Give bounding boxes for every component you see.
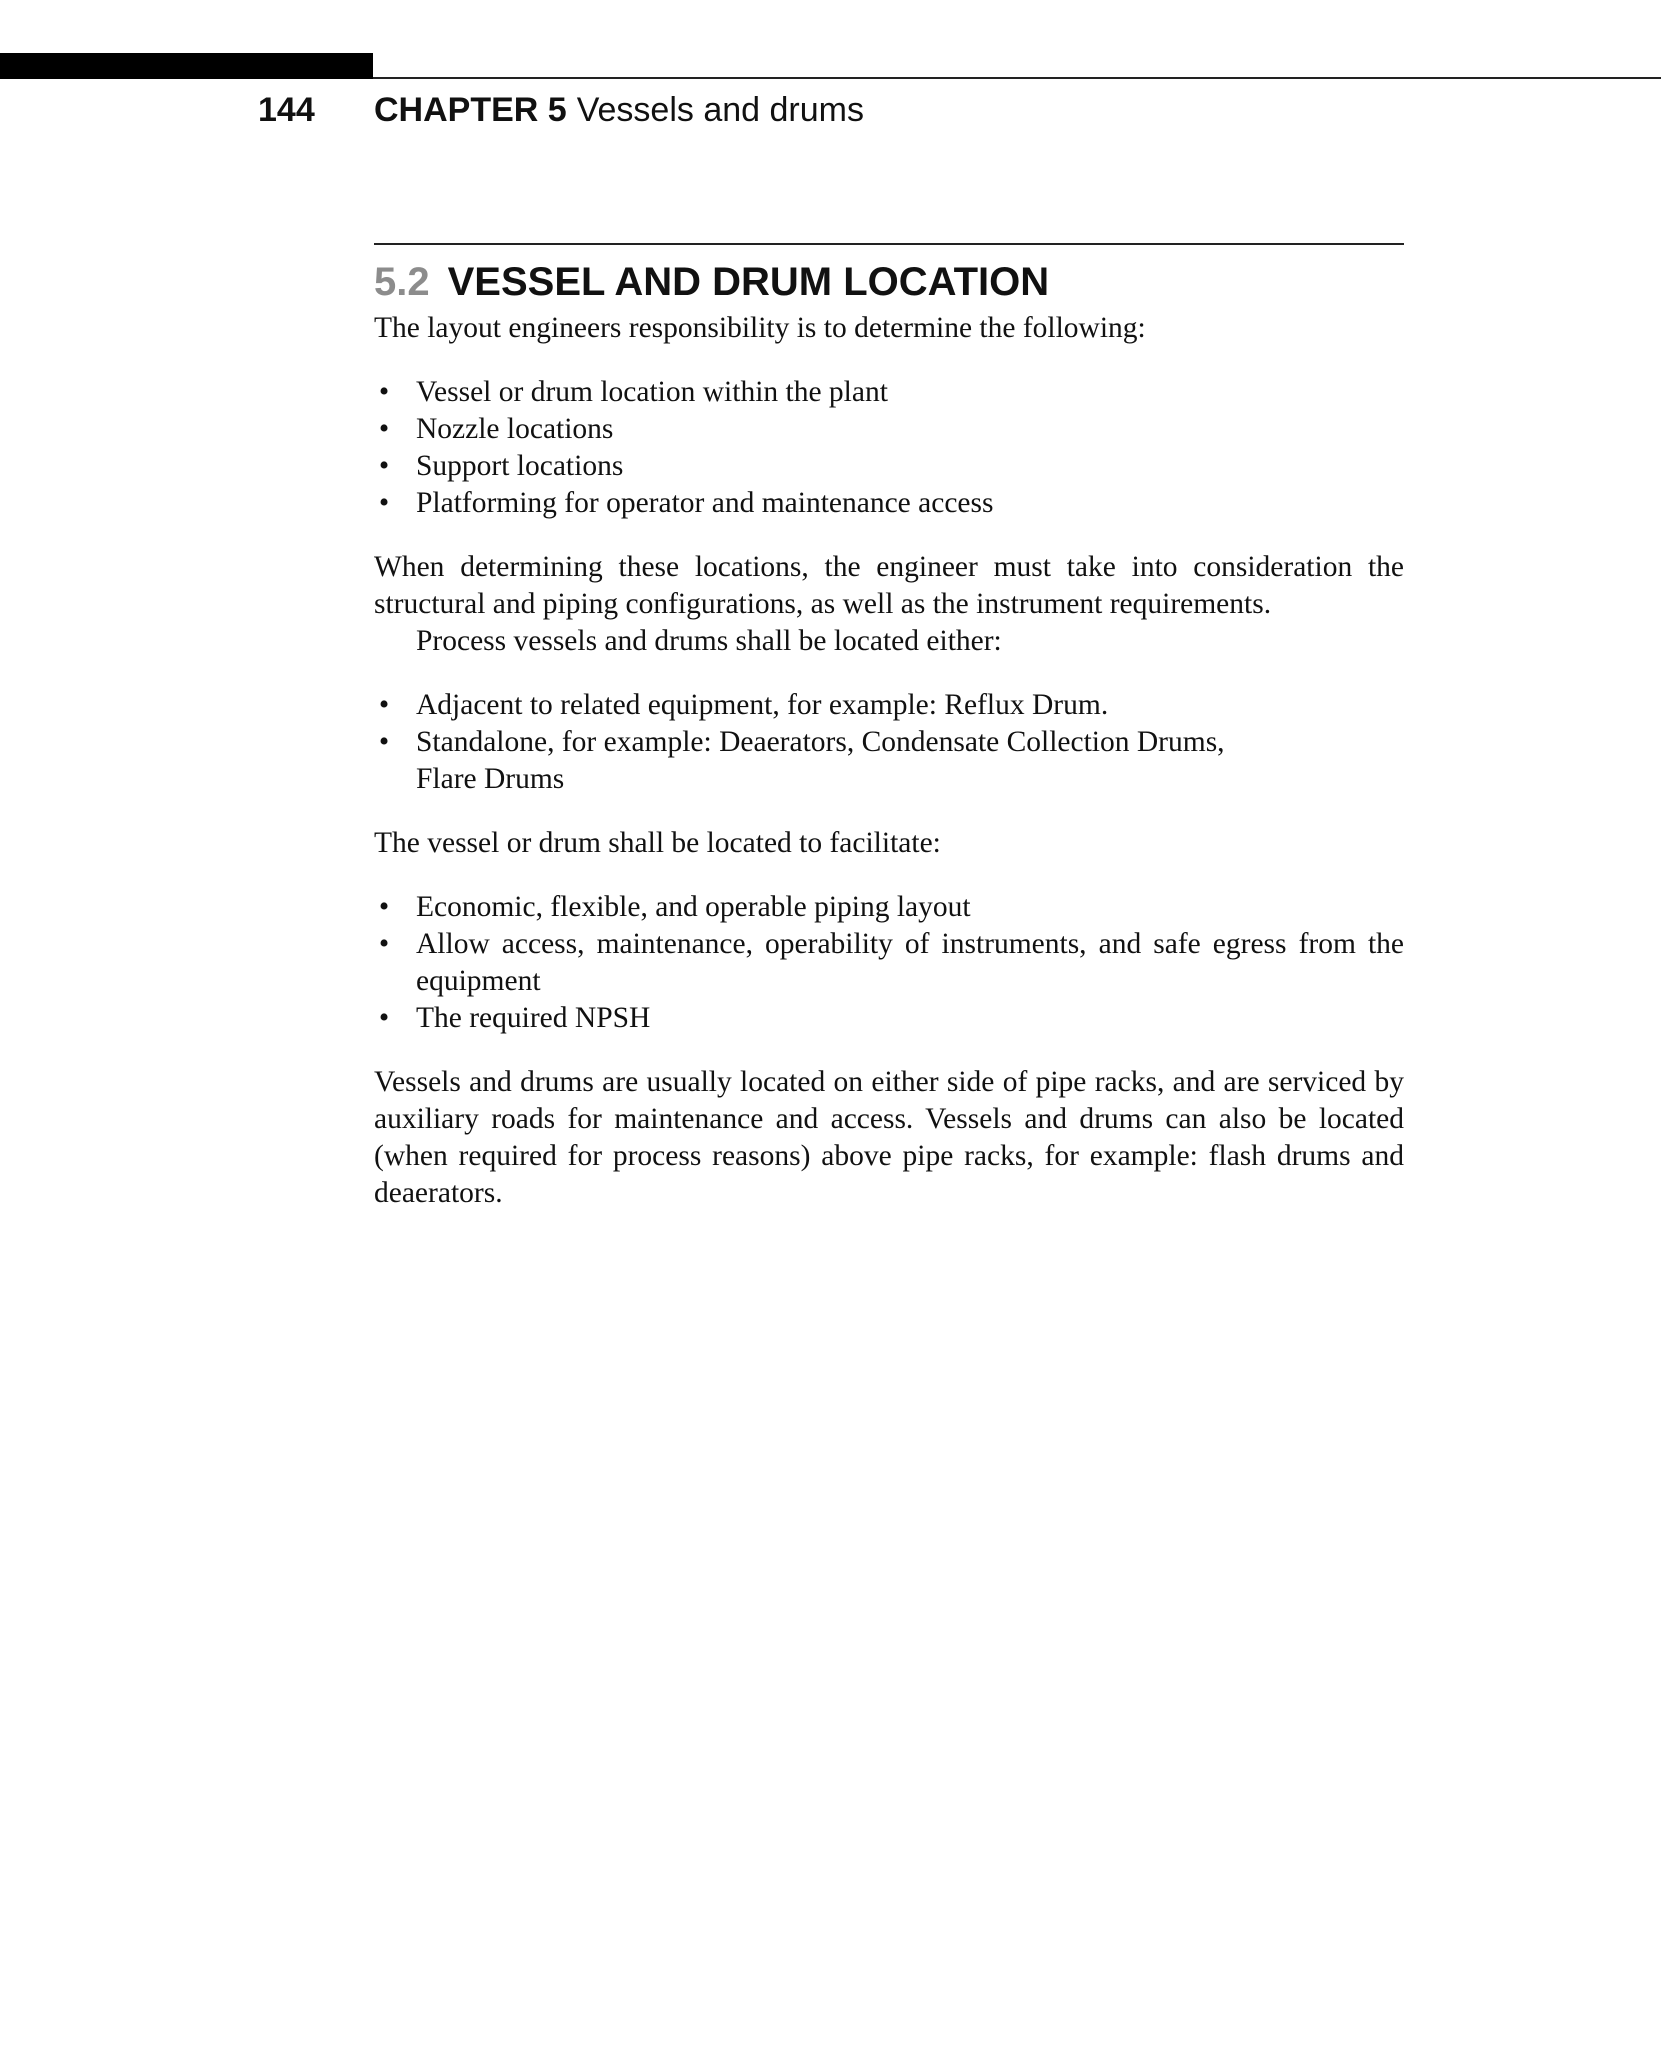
bullet-glyph: • <box>378 413 390 445</box>
facilitate-list <box>374 889 1404 1037</box>
running-head <box>374 88 864 132</box>
header-thick-bar <box>0 53 373 79</box>
main-content <box>374 254 1404 1212</box>
section-rule <box>374 243 1404 245</box>
list-item-text: Nozzle locations <box>416 413 614 445</box>
chapter-label: CHAPTER 5 <box>374 91 567 129</box>
list-item <box>374 374 1404 411</box>
list-item-text: The required NPSH <box>416 1002 651 1034</box>
list-item <box>374 411 1404 448</box>
list-item-text: Vessel or drum location within the plant <box>416 376 888 408</box>
intro-paragraph: The layout engineers responsibility is to determine the following: <box>374 312 1146 344</box>
location-options-list <box>374 687 1404 798</box>
list-item-text: Allow access, maintenance, operability of instruments, and safe egress from the equipment <box>416 928 1404 997</box>
considerations-paragraph: When determining these locations, the engineer must take into consideration the structural and piping configurations, as well as the instrument requirements. <box>374 551 1404 620</box>
bullet-glyph: • <box>378 487 390 519</box>
bullet-glyph: • <box>378 1002 390 1034</box>
list-item <box>374 889 1404 926</box>
list-item-text: Economic, flexible, and operable piping layout <box>416 891 971 923</box>
location-options-paragraph: Process vessels and drums shall be located either: <box>416 625 1002 657</box>
facilitate-paragraph: The vessel or drum shall be located to facilitate: <box>374 827 941 859</box>
bullet-glyph: • <box>378 891 390 923</box>
list-item <box>374 1000 1404 1037</box>
list-item <box>374 485 1404 522</box>
header-rule <box>373 77 1661 79</box>
list-item-text: Support locations <box>416 450 624 482</box>
list-item-text: Adjacent to related equipment, for example: Reflux Drum. <box>416 689 1109 721</box>
chapter-title: Vessels and drums <box>576 91 864 129</box>
list-item <box>374 724 1404 798</box>
section-heading <box>374 254 1404 310</box>
responsibility-list <box>374 374 1404 522</box>
bullet-glyph: • <box>378 689 390 721</box>
pipe-racks-paragraph: Vessels and drums are usually located on either side of pipe racks, and are serviced by auxiliary roads for maintenance and access. Vessels and drums can also be located (when required for process reasons) above pipe racks, for example: flash drums and deaerators. <box>374 1066 1404 1209</box>
bullet-glyph: • <box>378 376 390 408</box>
list-item-text: Standalone, for example: Deaerators, Condensate Collection Drums, <box>416 726 1225 758</box>
list-item <box>374 448 1404 485</box>
bullet-glyph: • <box>378 450 390 482</box>
section-number: 5.2 <box>374 260 430 304</box>
bullet-glyph: • <box>378 928 390 960</box>
list-item <box>374 926 1404 1000</box>
page-number: 144 <box>258 91 315 129</box>
list-item-text-continued: Flare Drums <box>416 763 565 795</box>
list-item-text: Platforming for operator and maintenance access <box>416 487 994 519</box>
list-item <box>374 687 1404 724</box>
bullet-glyph: • <box>378 726 390 758</box>
section-title: VESSEL AND DRUM LOCATION <box>447 260 1050 304</box>
